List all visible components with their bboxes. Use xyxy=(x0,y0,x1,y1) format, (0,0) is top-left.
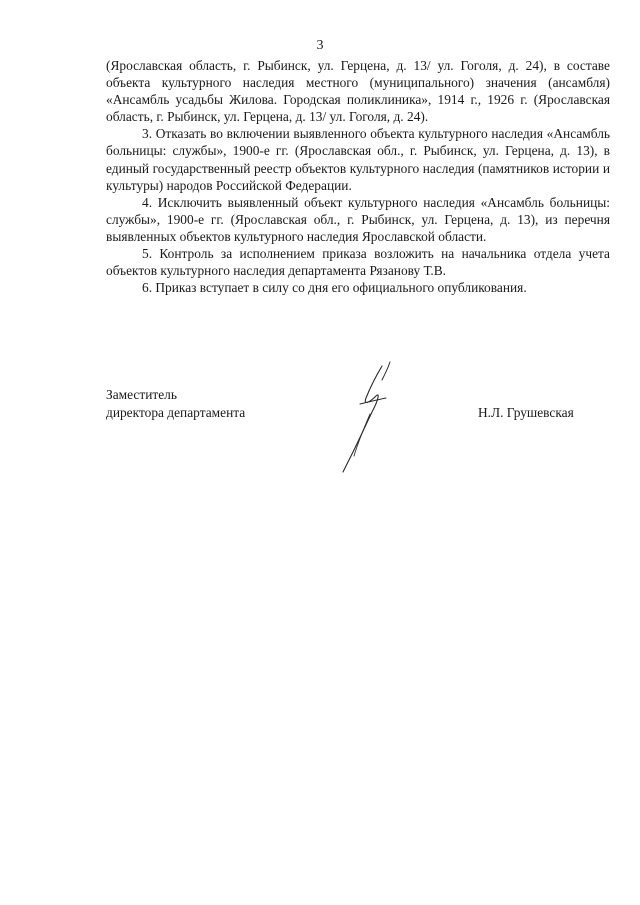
page-number: 3 xyxy=(316,38,324,53)
signatory-name: Н.Л. Грушевская xyxy=(478,405,574,420)
document-body xyxy=(106,57,610,296)
paragraph-item-5: 5. Контроль за исполнением приказа возложить на начальника отдела учета объектов культурного наследия департамента Рязанову Т.В. xyxy=(106,246,610,279)
paragraph-item-4: 4. Исключить выявленный объект культурного наследия «Ансамбль больницы: службы», 1900-е гг. (Ярославская обл., г. Рыбинск, ул. Герцена, д. 13), из перечня выявленных объектов культурного наследия Ярославской области. xyxy=(106,194,610,244)
paragraph-item-3: 3. Отказать во включении выявленного объекта культурного наследия «Ансамбль больницы: службы», 1900-е гг. (Ярославская обл., г. Рыбинск, ул. Герцена, д. 13), в единый государственный реестр объектов культурного наследия (памятников истории и культуры) народов Российской Федерации. xyxy=(106,126,610,193)
signatory-title-line1: Заместитель xyxy=(106,387,177,402)
paragraph-continuation: (Ярославская область, г. Рыбинск, ул. Герцена, д. 13/ ул. Гоголя, д. 24), в составе объекта культурного наследия местного (муниципального) значения (ансамбля) «Ансамбль усадьбы Жилова. Городская поликлиника», 1914 г., 1926 г. (Ярославская область, г. Рыбинск, ул. Герцена, д. 13/ ул. Гоголя, д. 24). xyxy=(106,58,610,125)
signatory-title-line2: директора департамента xyxy=(106,405,246,420)
paragraph-item-6: 6. Приказ вступает в силу со дня его официального опубликования. xyxy=(142,280,527,296)
handwritten-signature xyxy=(330,358,420,478)
signatory-title xyxy=(106,386,245,422)
